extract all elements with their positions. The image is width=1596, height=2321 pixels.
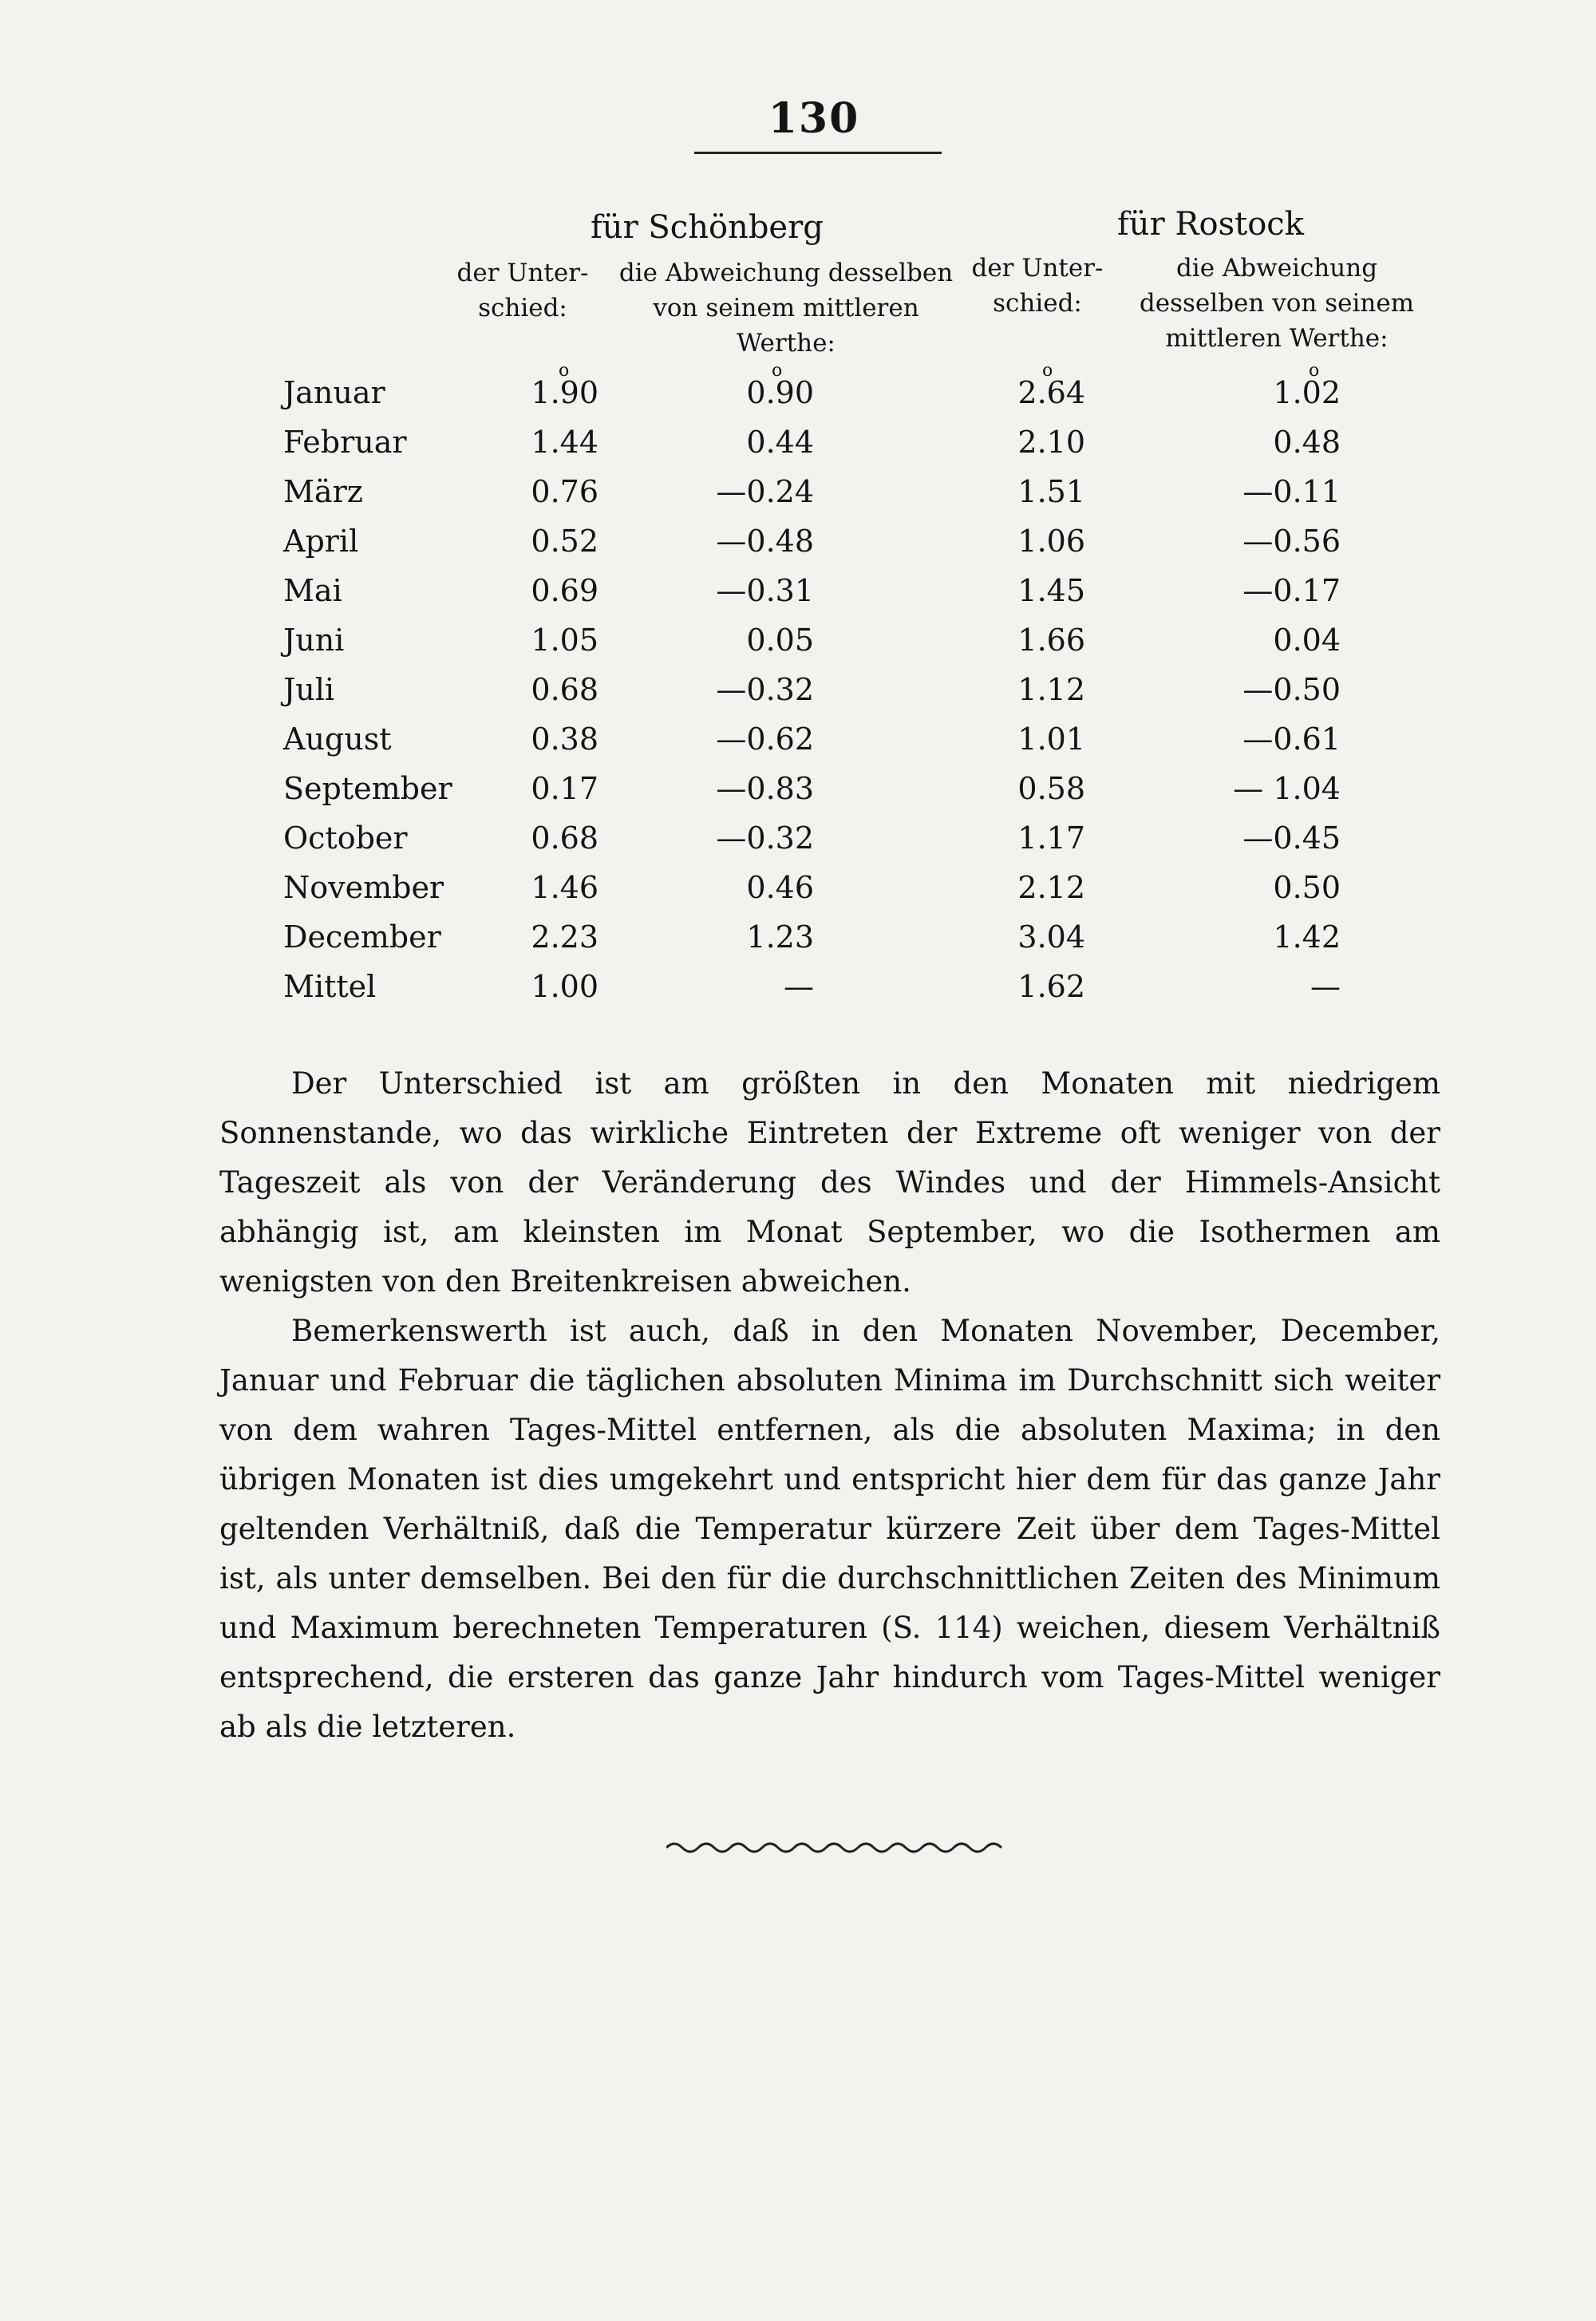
schoenberg-diff: 0.68: [531, 820, 598, 856]
month-label: Mittel: [283, 969, 377, 1004]
schoenberg-deviation: —0.48: [716, 524, 814, 559]
rostock-diff: 2.10: [1017, 425, 1085, 460]
table-row: [0, 474, 1596, 524]
schoenberg-diff: 0.17: [531, 771, 598, 806]
heading-schoenberg: für Schönberg: [591, 209, 824, 246]
month-label: April: [283, 524, 359, 559]
rostock-diff: 1.01: [1017, 722, 1085, 757]
rostock-deviation: —0.61: [1242, 722, 1341, 757]
table-row: [0, 722, 1596, 771]
heading-rostock: für Rostock: [1117, 206, 1304, 243]
table-row: [0, 524, 1596, 573]
rostock-deviation: 0.04: [1273, 623, 1341, 658]
table-row: [0, 771, 1596, 820]
schoenberg-deviation: —0.32: [716, 820, 814, 856]
rostock-diff: 1.62: [1017, 969, 1085, 1004]
rostock-deviation: 1.42: [1273, 919, 1341, 955]
rostock-diff: 3.04: [1017, 919, 1085, 955]
col-header-schoenberg-diff: der Unter-schied:: [456, 259, 589, 322]
schoenberg-deviation: —0.24: [716, 474, 814, 509]
schoenberg-deviation: —0.83: [716, 771, 814, 806]
rostock-deviation: —: [1310, 969, 1341, 1004]
schoenberg-deviation: 1.23: [746, 919, 814, 955]
degree-mark: o: [559, 361, 570, 381]
table-row: [0, 623, 1596, 672]
month-label: Juni: [283, 623, 345, 658]
month-label: Mai: [283, 573, 342, 608]
schoenberg-deviation: 0.44: [746, 425, 814, 460]
schoenberg-diff: 1.05: [531, 623, 598, 658]
rostock-diff: 1.66: [1017, 623, 1085, 658]
month-label: December: [283, 919, 441, 955]
table-row: [0, 573, 1596, 623]
paragraph-2: Bemerkenswerth ist auch, daß in den Monaten November, December, Januar und Februar die täglichen absoluten Minima im Durchschnitt sich weiter von dem wahren Tages-Mittel entfernen, als die absoluten Maxima; in den übrigen Monaten ist dies umgekehrt und entspricht hier dem für das ganze Jahr geltenden Verhältniß, daß die Temperatur kürzere Zeit über dem Tages-Mittel ist, als unter demselben. Bei den für die durchschnittlichen Zeiten des Minimum und Maximum berechneten Temperaturen (S. 114) weichen, diesem Verhältniß entsprechend, die ersteren das ganze Jahr hindurch vom Tages-Mittel weniger ab als die letzteren.: [219, 1314, 1440, 1744]
rostock-deviation: —0.50: [1242, 672, 1341, 707]
degree-mark: o: [772, 361, 783, 381]
schoenberg-deviation: 0.90: [746, 375, 814, 410]
table-row: [0, 919, 1596, 969]
rostock-deviation: —0.17: [1242, 573, 1341, 608]
month-label: Juli: [283, 672, 335, 707]
schoenberg-diff: 0.68: [531, 672, 598, 707]
month-label: September: [283, 771, 452, 806]
month-label: März: [283, 474, 363, 509]
page-number-rule: [694, 152, 942, 154]
rostock-diff: 1.12: [1017, 672, 1085, 707]
rostock-deviation: 0.50: [1273, 870, 1341, 905]
month-label: Februar: [283, 425, 407, 460]
schoenberg-diff: 0.69: [531, 573, 598, 608]
rostock-diff: 1.45: [1017, 573, 1085, 608]
month-label: Januar: [283, 375, 385, 410]
wavy-line-ornament: [666, 1836, 1009, 1860]
table-row: [0, 375, 1596, 425]
schoenberg-deviation: —0.62: [716, 722, 814, 757]
month-label: November: [283, 870, 444, 905]
schoenberg-diff: 1.44: [531, 425, 598, 460]
degree-mark: o: [1309, 361, 1320, 381]
schoenberg-diff: 1.46: [531, 870, 598, 905]
table-row: [0, 820, 1596, 870]
paragraph-1: Der Unterschied ist am größten in den Monaten mit niedrigem Sonnenstande, wo das wirkliche Eintreten der Extreme oft weniger von der Tageszeit als von der Veränderung des Windes und der Himmels-Ansicht abhängig ist, am kleinsten im Monat September, wo die Isothermen am wenigsten von den Breitenkreisen abweichen.: [219, 1066, 1440, 1299]
col-header-rostock-deviation: die Abweichung desselben von seinem mittleren Werthe:: [1139, 254, 1415, 353]
schoenberg-diff: 1.90: [531, 375, 598, 410]
schoenberg-diff: 0.52: [531, 524, 598, 559]
schoenberg-deviation: —0.31: [716, 573, 814, 608]
col-header-rostock-diff: der Unter-schied:: [971, 254, 1104, 318]
schoenberg-diff: 2.23: [531, 919, 598, 955]
schoenberg-deviation: 0.05: [746, 623, 814, 658]
table-row: [0, 672, 1596, 722]
rostock-deviation: 1.02: [1273, 375, 1341, 410]
rostock-diff: 2.64: [1017, 375, 1085, 410]
rostock-diff: 1.17: [1017, 820, 1085, 856]
month-label: August: [283, 722, 392, 757]
degree-mark: o: [1042, 361, 1053, 381]
schoenberg-diff: 1.00: [531, 969, 598, 1004]
rostock-deviation: —0.11: [1242, 474, 1341, 509]
rostock-diff: 1.51: [1017, 474, 1085, 509]
schoenberg-diff: 0.76: [531, 474, 598, 509]
schoenberg-diff: 0.38: [531, 722, 598, 757]
col-header-schoenberg-deviation: die Abweichung desselben von seinem mittleren Werthe:: [618, 259, 954, 358]
rostock-diff: 1.06: [1017, 524, 1085, 559]
table-row-mean: [0, 969, 1596, 1018]
rostock-deviation: —0.45: [1242, 820, 1341, 856]
page-number: 130: [768, 94, 860, 143]
table-row: [0, 425, 1596, 474]
rostock-deviation: —0.56: [1242, 524, 1341, 559]
rostock-diff: 0.58: [1017, 771, 1085, 806]
rostock-deviation: — 1.04: [1233, 771, 1341, 806]
month-label: October: [283, 820, 408, 856]
rostock-diff: 2.12: [1017, 870, 1085, 905]
schoenberg-deviation: —0.32: [716, 672, 814, 707]
schoenberg-deviation: —: [784, 969, 814, 1004]
schoenberg-deviation: 0.46: [746, 870, 814, 905]
rostock-deviation: 0.48: [1273, 425, 1341, 460]
table-row: [0, 870, 1596, 919]
